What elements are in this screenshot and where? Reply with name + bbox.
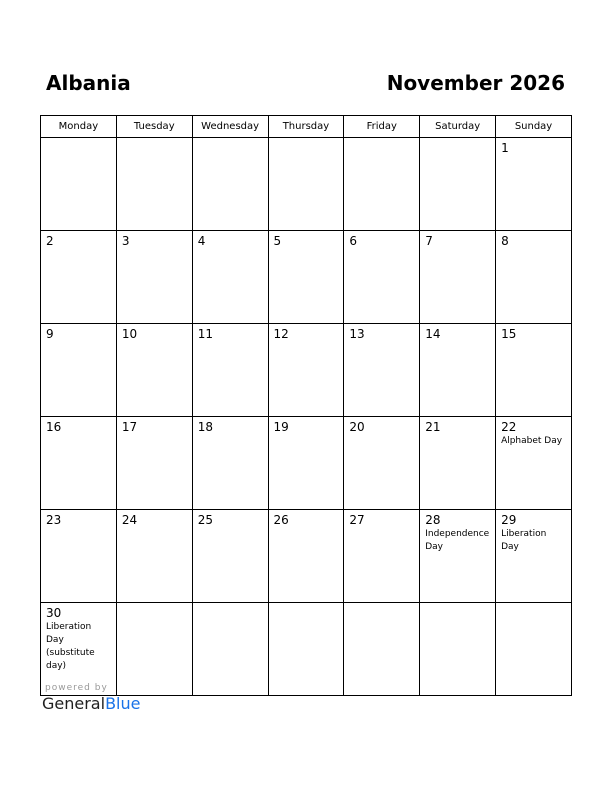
day-number: 11 [197, 327, 213, 341]
holiday-label: Liberation Day [501, 529, 547, 552]
day-cell [344, 231, 420, 324]
day-number: 15 [501, 327, 517, 341]
weekday-header: Monday [41, 116, 117, 138]
month-year-title: November 2026 [386, 71, 565, 95]
weekday-header: Wednesday [192, 116, 268, 138]
day-cell [116, 417, 192, 510]
day-number: 1 [501, 141, 509, 155]
day-cell [192, 231, 268, 324]
day-cell [192, 603, 268, 696]
day-cell [344, 138, 420, 231]
day-cell [116, 231, 192, 324]
day-cell [268, 324, 344, 417]
day-number: 5 [273, 234, 282, 248]
weekday-header: Tuesday [116, 116, 192, 138]
week-row [41, 138, 572, 231]
day-number: 4 [197, 234, 206, 248]
day-number: 3 [121, 234, 130, 248]
day-cell [268, 231, 344, 324]
day-number: 28 [425, 513, 441, 527]
day-cell [420, 231, 496, 324]
day-cell [496, 231, 572, 324]
powered-by-label: powered by [45, 683, 108, 693]
day-cell [344, 417, 420, 510]
weekday-header: Friday [344, 116, 420, 138]
day-cell [496, 324, 572, 417]
week-row [41, 231, 572, 324]
holiday-label: Independence Day [425, 529, 490, 552]
day-number: 9 [46, 327, 54, 341]
day-cell [41, 324, 117, 417]
day-cell [268, 417, 344, 510]
day-number: 19 [273, 420, 289, 434]
day-number: 25 [197, 513, 213, 527]
day-number: 18 [197, 420, 213, 434]
day-number: 22 [501, 420, 517, 434]
day-cell [420, 138, 496, 231]
day-number: 27 [349, 513, 365, 527]
weekday-header: Saturday [420, 116, 496, 138]
day-cell [496, 603, 572, 696]
weekday-header: Sunday [496, 116, 572, 138]
day-cell [420, 603, 496, 696]
day-number: 2 [46, 234, 54, 248]
day-number: 17 [121, 420, 138, 434]
day-cell [192, 138, 268, 231]
day-cell [344, 510, 420, 603]
weekday-header-row [41, 116, 572, 138]
country-title: Albania [46, 71, 131, 95]
day-cell [192, 417, 268, 510]
brand-logo [42, 694, 140, 713]
day-cell [268, 138, 344, 231]
brand-general: General [42, 694, 106, 713]
day-number: 26 [273, 513, 289, 527]
day-number: 6 [349, 234, 358, 248]
day-cell [116, 324, 192, 417]
day-cell [41, 138, 117, 231]
calendar-grid [40, 115, 572, 696]
day-cell [344, 603, 420, 696]
brand-blue: Blue [105, 694, 141, 713]
weekday-header: Thursday [268, 116, 344, 138]
day-cell [496, 510, 572, 603]
day-cell [496, 417, 572, 510]
week-row [41, 417, 572, 510]
day-number: 7 [425, 234, 433, 248]
day-number: 13 [349, 327, 365, 341]
day-number: 20 [349, 420, 365, 434]
day-number: 10 [121, 327, 138, 341]
day-cell [41, 603, 117, 696]
day-cell [41, 417, 117, 510]
day-cell [268, 510, 344, 603]
week-row [41, 510, 572, 603]
holiday-label: Liberation Day (substitute day) [46, 622, 95, 671]
day-cell [420, 417, 496, 510]
day-number: 8 [501, 234, 509, 248]
day-cell [496, 138, 572, 231]
day-number: 21 [425, 420, 441, 434]
day-cell [41, 510, 117, 603]
day-cell [116, 138, 192, 231]
day-number: 12 [273, 327, 289, 341]
day-cell [192, 324, 268, 417]
day-cell [344, 324, 420, 417]
week-row [41, 603, 572, 696]
day-number: 29 [501, 513, 517, 527]
day-cell [420, 324, 496, 417]
day-cell [116, 603, 192, 696]
day-cell [268, 603, 344, 696]
day-number: 30 [46, 606, 62, 620]
day-cell [116, 510, 192, 603]
day-number: 16 [46, 420, 62, 434]
week-row [41, 324, 572, 417]
day-number: 23 [46, 513, 62, 527]
day-cell [192, 510, 268, 603]
day-cell [41, 231, 117, 324]
day-number: 24 [121, 513, 138, 527]
day-number: 14 [425, 327, 441, 341]
holiday-label: Alphabet Day [501, 436, 563, 446]
day-cell [420, 510, 496, 603]
